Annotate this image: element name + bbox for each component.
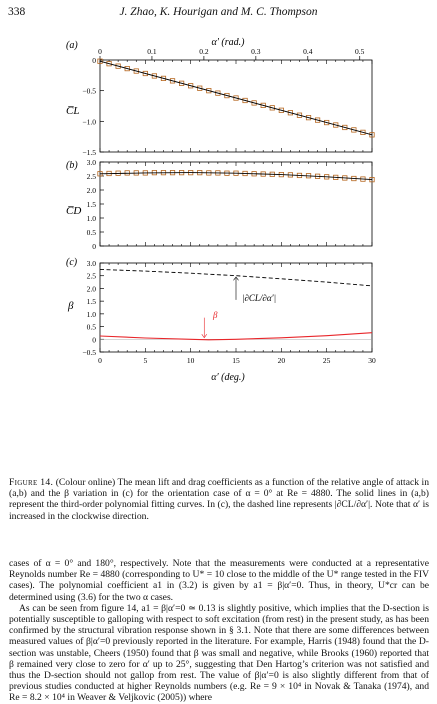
panel-b-ytick-label: 3.0	[86, 158, 96, 167]
panel-b-fit-line	[100, 173, 372, 180]
panel-a-ytick-label: −0.5	[82, 86, 96, 96]
panel-c-frame	[100, 263, 372, 352]
body-text	[9, 558, 429, 704]
paragraph-2: As can be seen from figure 14, a1 = β|α′=0 ≃ 0.13 is slightly positive, which implies that the D-section is potentially susceptible to galloping with respect to soft excitation (from rest) in the present study, as has been confirmed by the structural vibration response shown in § 3.1. Note that there are some differences between measured values of β|α′=0 previously reported in the literature. For example, Harris (1948) found that the D-section was unstable, Cheers (1950) found that β was small and negative, while Brooks (1960) reported that β remained very close to zero for α′ up to 25°, suggesting that Den Hartog’s criterion was not satisfied and thus the D-section should not gallop from rest. The value of β|α′=0 is also slightly different from that of previous studies conducted at higher Reynolds numbers (e.g. Re = 9 × 10⁴ in Novak & Tanaka (1974), and Re = 8.2 × 10⁴ in Weaver & Veljkovic (2005)) where	[9, 602, 429, 704]
caption-text: (Colour online) The mean lift and drag coefficients as a function of the relative angle of attack in (a,b) and the β variation in (c) for the orientation case of α = 0° at Re = 4880. The solid lines in (a,b) represent the third-order polynomial fitting curves. In (c), the dashed line represents |∂CL/∂α′|. Note that α′ is increased in the clockwise direction.	[9, 477, 429, 522]
panel-c-ytick-label: 0.5	[86, 322, 96, 332]
figure-data	[98, 59, 374, 340]
panel-a-frame	[100, 60, 372, 152]
running-title: J. Zhao, K. Hourigan and M. C. Thompson	[119, 6, 318, 18]
panel-c-ytick-label: 3.0	[86, 259, 96, 268]
panel-b-ytick-label: 1.5	[86, 200, 96, 209]
bottom-axis-tick-label: 10	[186, 356, 195, 365]
dcl-annotation: |∂CL/∂α′|	[242, 293, 277, 303]
bottom-axis-tick-label: 15	[232, 356, 240, 365]
panel-b-ylabel: C̅D	[66, 205, 82, 217]
top-axis-tick-label: 0.4	[303, 47, 313, 56]
bottom-axis-tick-label: 0	[98, 356, 102, 365]
panel-c-label: (c)	[66, 257, 78, 268]
panel-c-ytick-label: 1.5	[86, 297, 96, 307]
panel-a-ylabel: C̅L	[66, 105, 80, 117]
panel-a-ytick-label: 0	[92, 56, 96, 65]
bottom-axis-tick-label: 5	[143, 356, 148, 365]
bottom-axis-tick-label: 20	[277, 356, 286, 365]
top-axis-tick-label: 0.5	[355, 47, 365, 56]
panel-b-ytick-label: 0	[92, 242, 96, 251]
bottom-axis-tick-label: 30	[368, 356, 376, 365]
panel-a-fit-line	[100, 61, 372, 135]
panel-b-label: (b)	[66, 160, 78, 171]
figure-labels	[66, 37, 276, 383]
bottom-axis-label: α′ (deg.)	[211, 372, 245, 383]
panel-b-frame	[100, 162, 372, 246]
panel-c-ytick-label: 0	[92, 335, 96, 345]
bottom-axis-tick-label: 25	[322, 356, 331, 365]
figure-caption	[9, 477, 429, 522]
panel-b-ytick-label: 0.5	[86, 228, 96, 237]
panel-a-label: (a)	[66, 40, 78, 51]
panel-c-ytick-label: 2.0	[86, 284, 96, 294]
top-axis-tick-label: 0.2	[199, 47, 209, 56]
top-axis-tick-label: 0.1	[147, 47, 157, 56]
panel-b-ytick-label: 2.5	[86, 172, 96, 181]
panel-a-ytick-label: −1.5	[82, 148, 96, 157]
beta-line	[100, 333, 372, 340]
beta-annotation: β	[213, 310, 218, 320]
top-axis-tick-label: 0.3	[251, 47, 261, 56]
top-axis-label: α′ (rad.)	[211, 37, 245, 48]
panel-c-ytick-label: 1.0	[86, 309, 96, 319]
panel-a-ytick-label: −1.0	[82, 117, 96, 127]
panel-b-ytick-label: 1.0	[86, 214, 96, 223]
paragraph-1: cases of α = 0° and 180°, respectively. Note that the measurements were conducted at a representative Reynolds number Re = 4880 (corresponding to U* = 10 close to the middle of the U* range tested in the FIV cases). The polynomial coefficient a1 in (3.2) is given by a1 = β|α′=0. Thus, in theory, U*cr can be determined using (3.6) for the two α cases.	[9, 558, 429, 603]
panel-c-ytick-label: 2.5	[86, 271, 96, 281]
panel-b-ytick-label: 2.0	[86, 186, 96, 195]
panel-c-ytick-label: −0.5	[82, 348, 96, 357]
page-number: 338	[8, 6, 26, 18]
top-axis-tick-label: 0	[98, 47, 102, 56]
caption-label: Figure 14.	[9, 477, 54, 488]
panel-c-ylabel: β	[68, 300, 74, 312]
